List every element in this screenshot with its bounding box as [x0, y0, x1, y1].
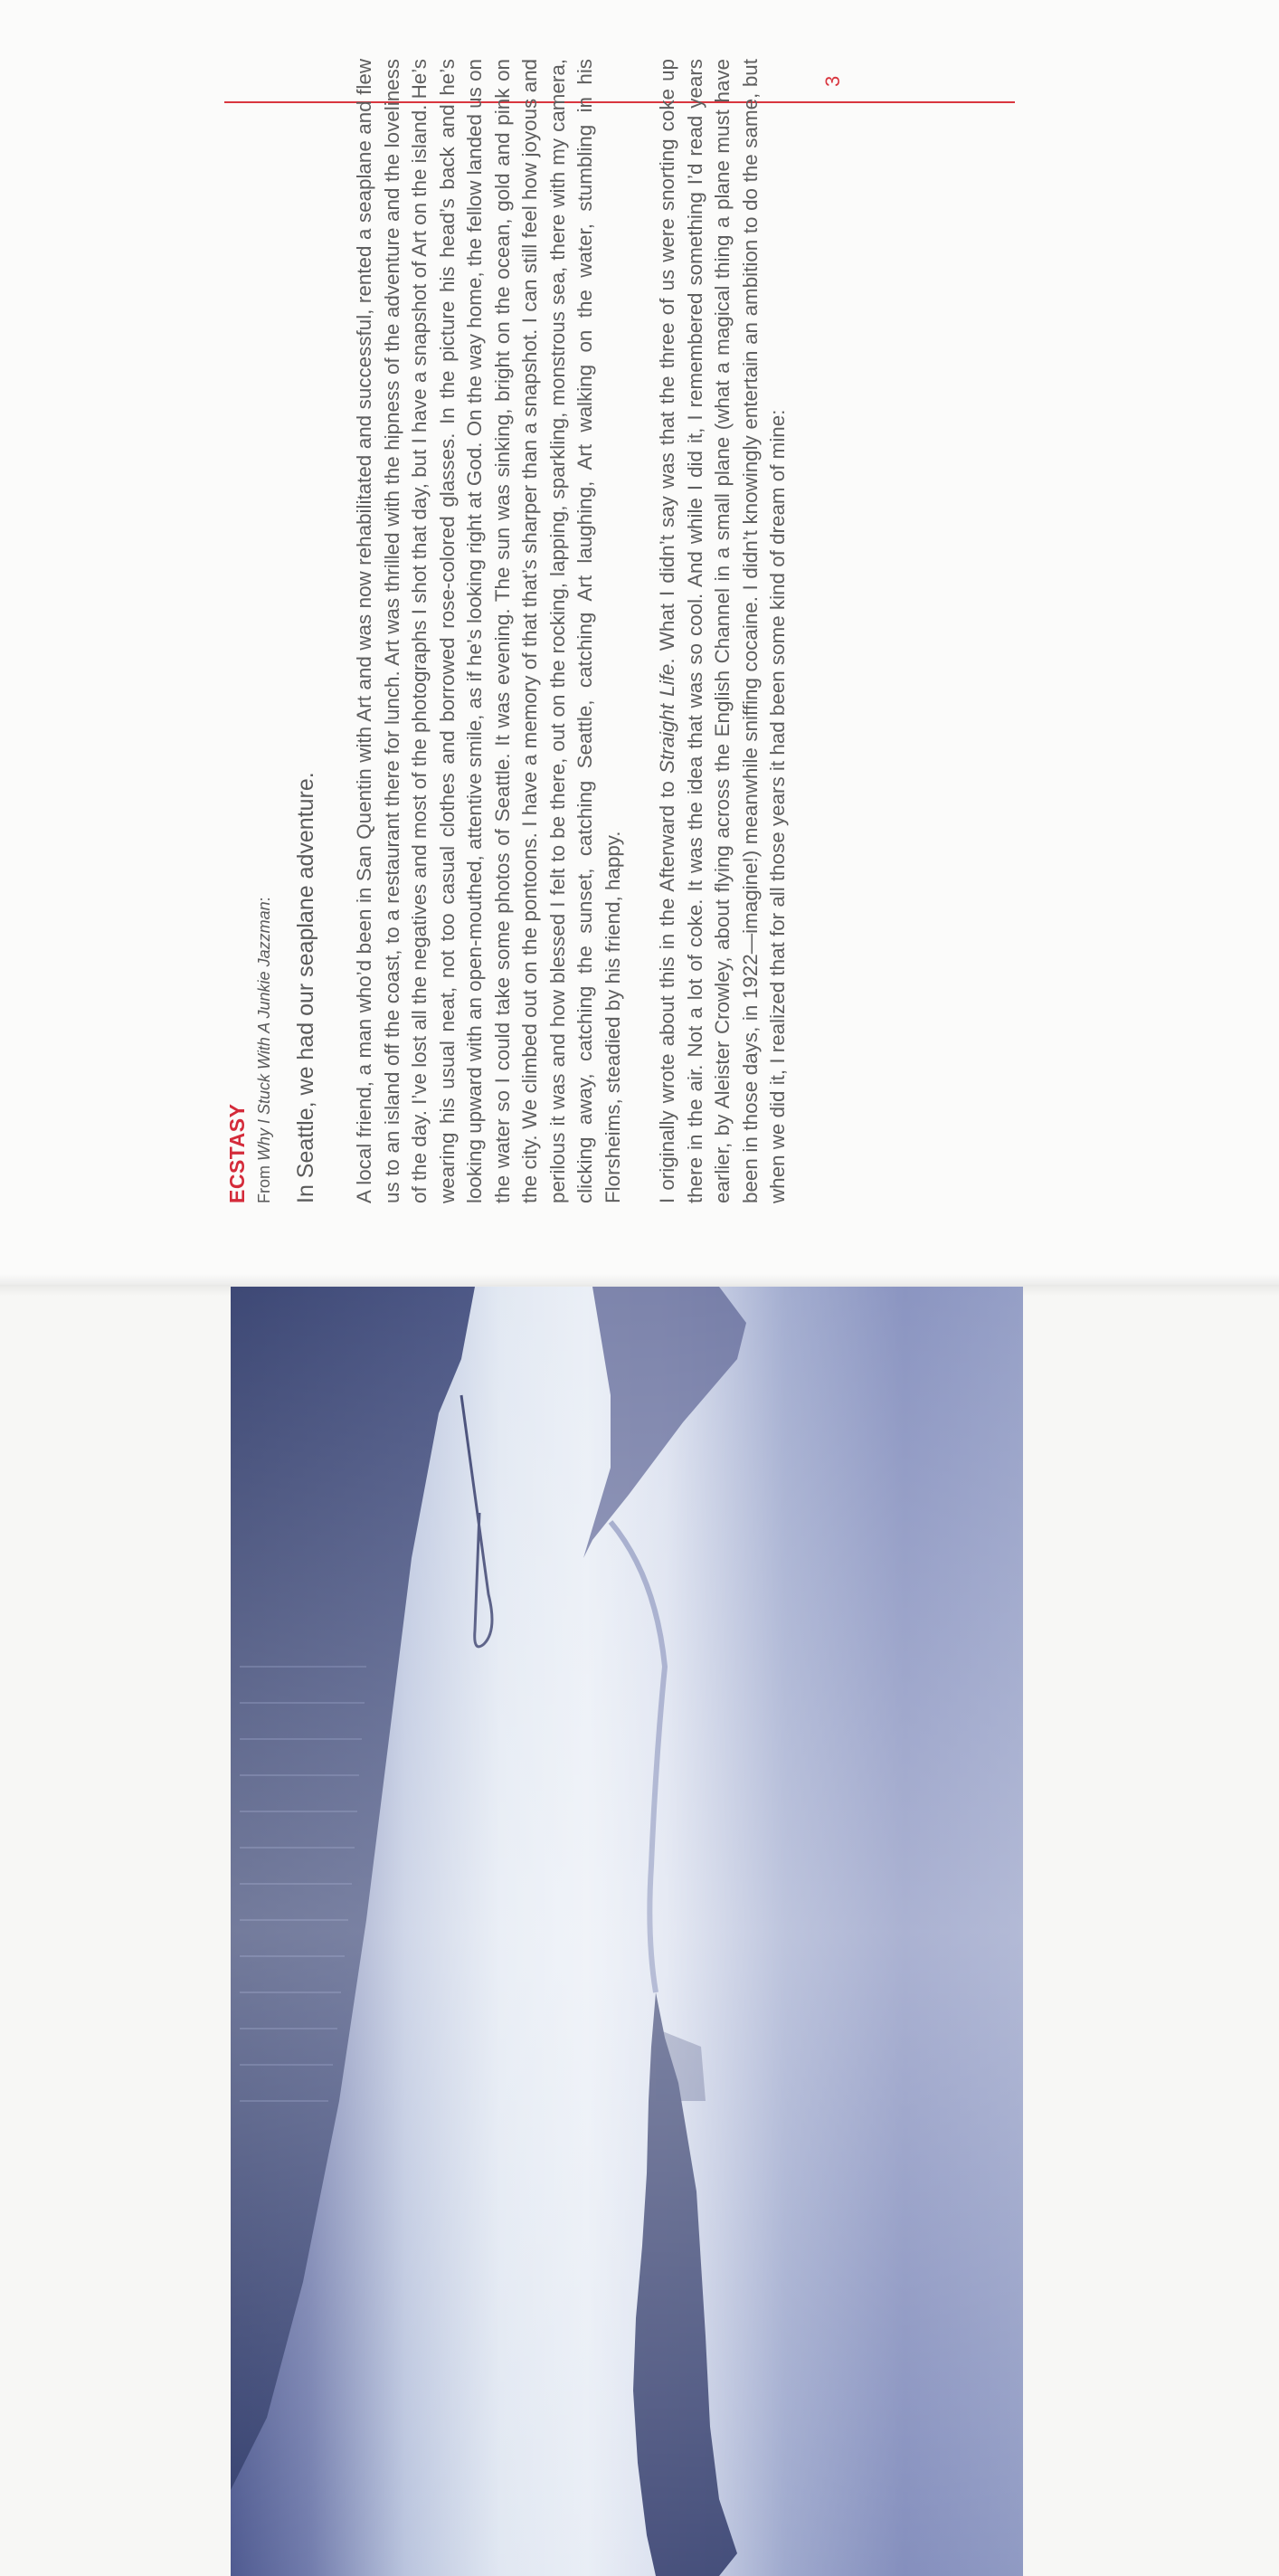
source-line: [253, 59, 275, 1203]
mist-overlay: [231, 1287, 1023, 2576]
source-suffix: :: [255, 897, 273, 902]
book-title-italic: Straight Life: [656, 663, 678, 775]
page-number: 3: [821, 75, 844, 87]
source-prefix: From: [255, 1161, 273, 1203]
paragraph-2-start: I originally wrote about this in the Afterward to: [656, 774, 678, 1203]
seaplane-photo-art: [231, 1287, 1023, 2576]
seaplane-photo: [231, 1287, 1023, 2576]
paragraph-1: A local friend, a man who’d been in San Quentin with Art and was now rehabilitated and successful, rented a seaplane and flew us to an island off the coast, to a restaurant there for lunch. Art was thrilled with the hipness of the adventure and the loveliness of the day. I’ve lost all the negatives and most of the photographs I shot that day, but I have a snapshot of Art on the island. He’s wearing his usual neat, not too casual clothes and borrowed rose-colored glasses. In the picture his head’s back and he’s looking upward with an open-mouthed, attentive smile, as if he’s looking right at God. On the way home, the fellow landed us on the water so I could take some photos of Seattle. It was evening. The sun was sinking, bright on the ocean, gold and pink on the city. We climbed out on the pontoons. I have a memory of that that’s sharper than a snapshot. I can still feel how joyous and perilous it was and how blessed I felt to be there, out on the rocking, lapping, sparkling, monstrous sea, there with my camera, clicking away, catching the sunset, catching Seattle, catching Art laughing, Art walking on the water, stumbling in his Florsheims, steadied by his friend, happy.: [353, 59, 624, 1203]
paragraph-2: [654, 59, 792, 1203]
article-text-block: [224, 59, 1011, 1203]
paragraph-2-end: . What I didn’t say was that the three of us were snorting coke up there in the air. Not a lot of coke. It was the idea that was so cool. And while I did it, I remembered something I’d read years earlier, by Aleister Crowley, about flying across the English Channel in a small plane (what a magical thing a plane must have been in those days, in 1922—imagine!) meanwhile sniffing cocaine. I didn’t knowingly entertain an ambition to do the same, but when we did it, I realized that for all those years it had been some kind of dream of mine:: [656, 59, 789, 1203]
intro-line: In Seattle, we had our seaplane adventure.: [293, 772, 318, 1203]
source-title: Why I Stuck With A Junkie Jazzman: [255, 901, 273, 1161]
section-title: ECSTASY: [225, 1103, 249, 1203]
